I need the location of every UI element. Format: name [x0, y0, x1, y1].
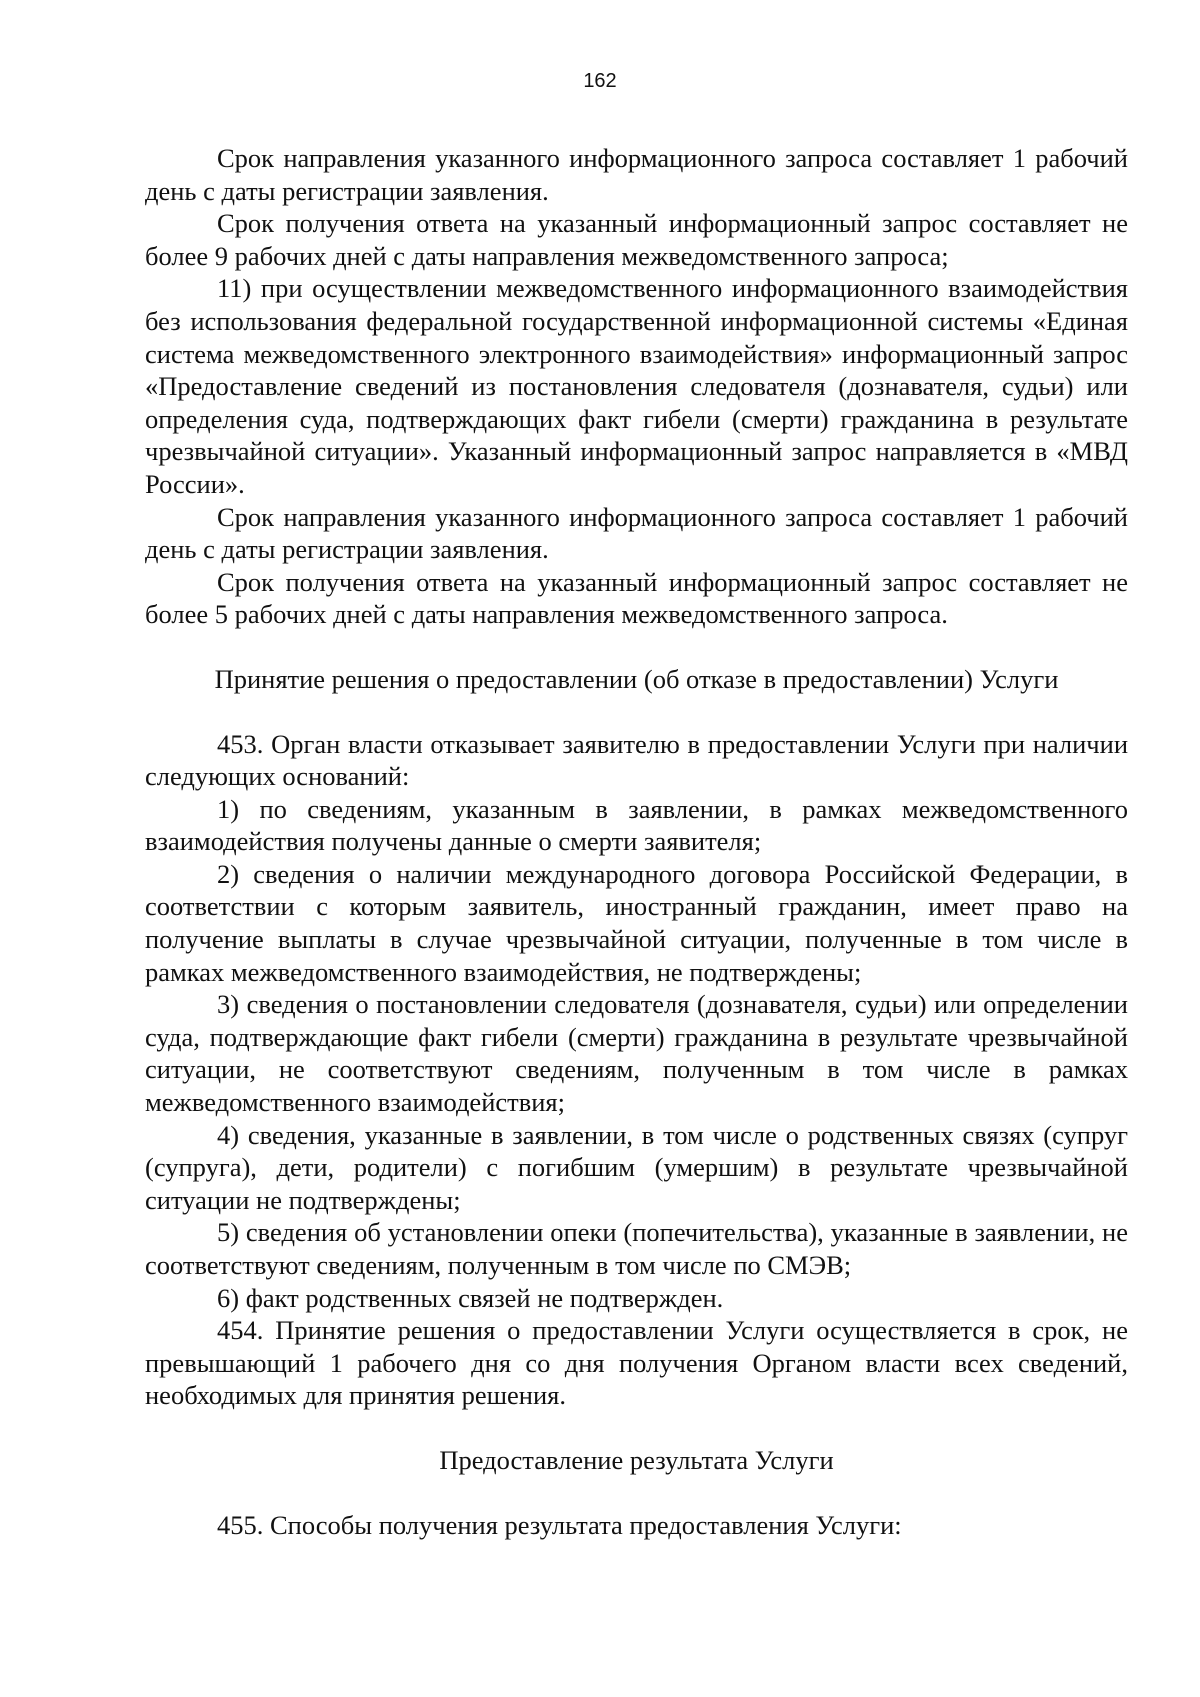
list-item: 1) по сведениям, указанным в заявлении, в рамках межведомственного взаимодействия получены данные о смерти заявителя; — [145, 793, 1128, 857]
paragraph: Срок направления указанного информационного запроса составляет 1 рабочий день с даты регистрации заявления. — [145, 143, 1128, 206]
list-item: 4) сведения, указанные в заявлении, в том числе о родственных связях (супруг (супруга), дети, родители) с погибшим (умершим) в результате чрезвычайной ситуации не подтверждены; — [145, 1119, 1128, 1215]
paragraph: Срок направления указанного информационного запроса составляет 1 рабочий день с даты регистрации заявления. — [145, 501, 1128, 565]
paragraph: 453. Орган власти отказывает заявителю в предоставлении Услуги при наличии следующих оснований: — [145, 728, 1128, 792]
list-item: 3) сведения о постановлении следователя (дознавателя, судьи) или определении суда, подтверждающие факт гибели (смерти) гражданина в результате чрезвычайной ситуации, не соответствуют сведениям, полученным в том числе в рамках межведомственного взаимодействия; — [145, 989, 1128, 1118]
paragraph: 455. Способы получения результата предоставления Услуги: — [217, 1509, 902, 1540]
document-body — [145, 142, 1128, 1541]
section-heading: Предоставление результата Услуги — [439, 1444, 834, 1475]
paragraph: Срок получения ответа на указанный информационный запрос составляет не более 9 рабочих дней с даты направления межведомственного запроса; — [145, 208, 1128, 271]
list-item: 5) сведения об установлении опеки (попечительства), указанные в заявлении, не соответствуют сведениям, полученным в том числе по СМЭВ; — [145, 1217, 1128, 1280]
paragraph: 11) при осуществлении межведомственного информационного взаимодействия без использования федеральной государственной информационной системы «Единая система межведомственного электронного взаимодействия» информационный запрос «Предоставление сведений из постановления следователя (дознавателя, судьи) или определения суда, подтверждающих факт гибели (смерти) гражданина в результате чрезвычайной ситуации». Указанный информационный запрос направляется в «МВД России». — [145, 273, 1128, 499]
section-heading: Принятие решения о предоставлении (об отказе в предоставлении) Услуги — [214, 663, 1059, 694]
list-item: 6) факт родственных связей не подтвержден. — [217, 1282, 724, 1313]
paragraph: Срок получения ответа на указанный информационный запрос составляет не более 5 рабочих дней с даты направления межведомственного запроса. — [145, 566, 1128, 630]
page-number: 162 — [583, 70, 617, 92]
list-item: 2) сведения о наличии международного договора Российской Федерации, в соответствии с которым заявитель, иностранный гражданин, имеет право на получение выплаты в случае чрезвычайной ситуации, полученные в том числе в рамках межведомственного взаимодействия, не подтверждены; — [145, 858, 1128, 987]
paragraph: 454. Принятие решения о предоставлении Услуги осуществляется в срок, не превышающий 1 рабочего дня со дня получения Органом власти всех сведений, необходимых для принятия решения. — [145, 1315, 1128, 1411]
